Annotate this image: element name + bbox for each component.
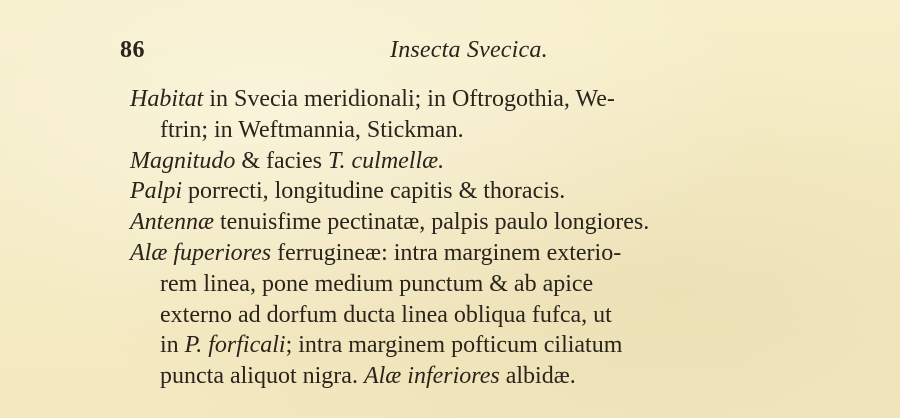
text-line-5 xyxy=(130,207,850,238)
line-3-part-1: Magnitudo xyxy=(130,147,236,174)
text-line-6 xyxy=(130,238,850,269)
line-4-part-1: Palpi xyxy=(130,178,182,205)
line-4-part-2: porrecti, longitudine capitis & thoracis. xyxy=(182,178,566,205)
line-9-part-3: ; intra marginem pofticum ciliatum xyxy=(285,332,623,359)
page-header xyxy=(120,34,860,66)
running-title: Insecta Svecica. xyxy=(390,37,548,63)
line-9-part-1: in xyxy=(160,332,185,359)
text-line-2 xyxy=(130,115,850,146)
line-10-part-1: puncta aliquot nigra. xyxy=(160,363,364,390)
text-line-10 xyxy=(130,361,850,392)
description-text xyxy=(130,84,850,392)
text-line-4 xyxy=(130,176,850,207)
line-1-part-1: Habitat xyxy=(130,86,204,112)
text-line-1 xyxy=(130,84,850,115)
line-6-part-1: Alæ fuperiores xyxy=(130,239,272,266)
text-line-8 xyxy=(130,300,850,331)
line-8-part-1: externo ad dorfum ducta linea obliqua fufca, ut xyxy=(160,301,612,328)
line-5-part-2: tenuisfime pectinatæ, palpis paulo longiores. xyxy=(214,209,650,236)
text-line-9 xyxy=(130,330,850,361)
line-9-part-2: P. forficali xyxy=(184,332,286,359)
line-6-part-2: ferrugineæ: intra marginem exterio- xyxy=(271,239,622,266)
text-line-7 xyxy=(130,269,850,300)
line-10-part-3: albidæ. xyxy=(499,363,576,390)
line-3-part-2: & facies xyxy=(235,147,328,174)
line-2-part-1: ftrin; in Weftmannia, Stickman. xyxy=(160,116,464,143)
line-5-part-1: Antennæ xyxy=(130,209,214,236)
line-7-part-1: rem linea, pone medium punctum & ab apice xyxy=(160,270,594,297)
line-3-part-3: T. culmellæ. xyxy=(327,147,445,174)
line-1-part-2: in Svecia meridionali; in Oftrogothia, We- xyxy=(203,86,615,112)
line-10-part-2: Alæ inferiores xyxy=(363,363,500,390)
text-line-3 xyxy=(130,146,850,177)
page-number: 86 xyxy=(120,37,145,63)
